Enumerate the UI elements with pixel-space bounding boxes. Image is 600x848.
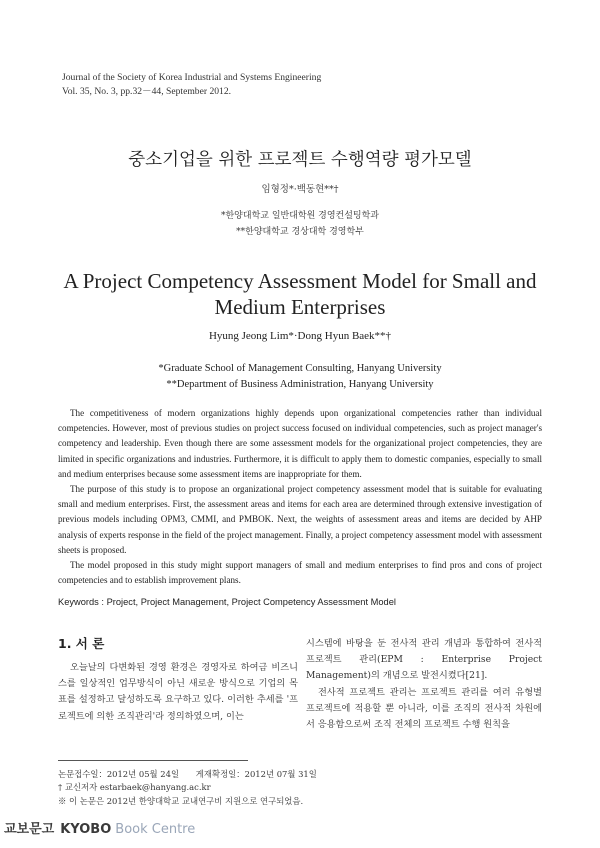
body-paragraph: 시스템에 바탕을 둔 전사적 관리 개념과 통합하여 전사적 프로젝트 관리(EPM : Enterprise Project Management)의 개념으로 발전시켰다[21]. <box>306 638 542 682</box>
keywords-text: : Project, Project Management, Project Competency Assessment Model <box>101 597 396 607</box>
abstract <box>58 406 542 588</box>
abstract-paragraph-2: The purpose of this study is to propose an organizational project competency assessment model that is suitable for evaluating small and medium enterprises. First, the assessment areas and items for each area are determined through extensive investigation of previous models including OPM3, CMMI, and PMBOK. Next, the weights of assessment areas and items are decided by AHP analysis of experts response in the field of the project management. Finally, a project competency assessment model with assessment sheets is proposed. <box>58 484 542 555</box>
footnote-funding: ※ 이 논문은 2012년 한양대학교 교내연구비 지원으로 연구되었음. <box>58 795 304 806</box>
english-authors: Hyung Jeong Lim*·Dong Hyun Baek**† <box>208 330 392 342</box>
english-affiliations <box>0 361 600 393</box>
english-title-line-1: A Project Competency Assessment Model for Small and <box>63 269 537 293</box>
korean-title: 중소기업을 위한 프로젝트 수행역량 평가모델 <box>128 150 472 170</box>
footnote-corresponding: † 교신저자 estarbaek@hanyang.ac.kr <box>58 782 211 793</box>
abstract-paragraph-1: The competitiveness of modern organizations highly depends upon organizational competencies rather than individual competencies. However, most of previous studies on project success focused on individual competencies, such as project manager's competency and leadership. Even though there are some assessment models for the organizational project competencies, they are limited in specific organizations and industries. Furthermore, it is difficult to apply them to domestic companies, especially to small and medium enterprises because some assessment items are inappropriate for them. <box>58 408 542 479</box>
body-column-left <box>58 660 298 725</box>
keywords <box>58 597 396 607</box>
watermark-korean: 교보문고 <box>4 822 55 837</box>
journal-volume: Vol. 35, No. 3, pp.32－44, September 2012. <box>62 86 232 97</box>
english-title-line-2: Medium Enterprises <box>214 295 386 319</box>
korean-affiliation-2: **한양대학교 경상대학 경영학부 <box>236 227 364 237</box>
body-paragraph: 전사적 프로젝트 관리는 프로젝트 관리를 여러 유형별 프로젝트에 적용할 뿐 아니라, 이를 조직의 전사적 차원에서 응용함으로써 조직 전체의 프로젝트 수행 원칙을 <box>306 686 542 731</box>
body-paragraph: 오늘날의 다변화된 경영 환경은 경영자로 하여금 비즈니스를 일상적인 업무방식이 아닌 새로운 방식으로 기업의 목표를 설정하고 달성하도록 요구하고 있다. 이러한 추세를 '프로젝트에 의한 조직관리'라 정의하였으며, 이는 <box>58 662 298 722</box>
english-title <box>60 268 540 320</box>
footnotes <box>58 768 317 808</box>
section-heading: 1. 서 론 <box>58 636 105 651</box>
english-affiliation-2: **Department of Business Administration, Hanyang University <box>166 379 434 390</box>
body-column-right <box>306 636 542 733</box>
korean-authors: 임형정*·백동현**† <box>261 184 339 195</box>
kyobo-watermark-logo <box>4 818 195 837</box>
korean-affiliations <box>0 208 600 240</box>
watermark-suffix: Book Centre <box>115 822 196 837</box>
english-affiliation-1: *Graduate School of Management Consulting, Hanyang University <box>158 363 442 374</box>
journal-citation <box>62 71 321 99</box>
footnote-dates: 논문접수일：2012년 05월 24일 게재확정일：2012년 07월 31일 <box>58 769 317 779</box>
journal-name: Journal of the Society of Korea Industrial and Systems Engineering <box>62 72 322 83</box>
korean-affiliation-1: *한양대학교 일반대학원 경영컨설팅학과 <box>220 211 380 221</box>
keywords-label: Keywords <box>58 597 99 607</box>
abstract-paragraph-3: The model proposed in this study might support managers of small and medium enterprises to find pros and cons of project competencies and to establish improvement plans. <box>58 560 542 586</box>
watermark-brand: KYOBO <box>60 822 112 837</box>
footnote-divider <box>58 760 248 761</box>
